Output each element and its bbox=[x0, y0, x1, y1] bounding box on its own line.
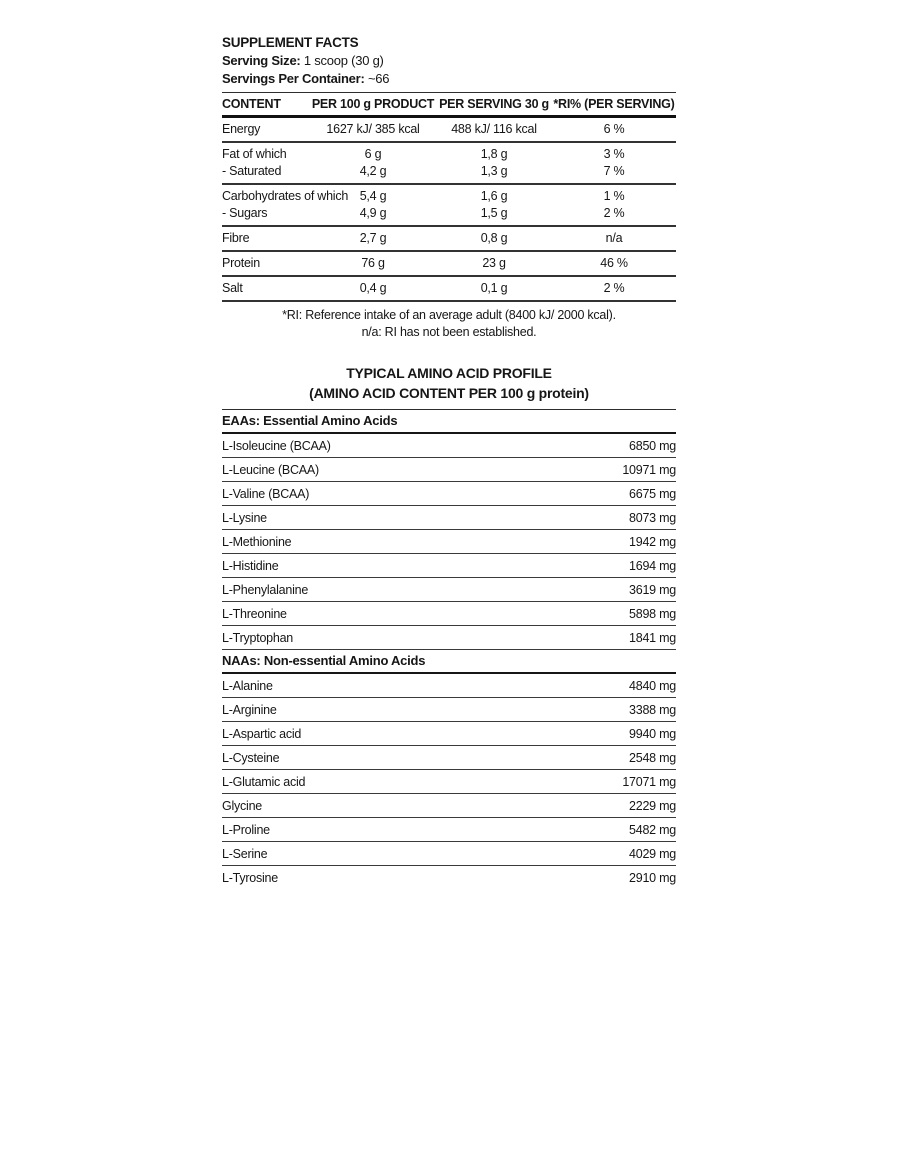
table-line bbox=[222, 121, 676, 138]
amino-name: Glycine bbox=[222, 799, 263, 813]
serving-size-line bbox=[222, 52, 676, 70]
amino-name: L-Glutamic acid bbox=[222, 775, 306, 789]
amino-section-header: NAAs: Non-essential Amino Acids bbox=[222, 650, 676, 674]
table-row-carbohydrates bbox=[222, 185, 676, 227]
amino-amount: 3619 mg bbox=[629, 583, 676, 597]
table-line bbox=[222, 230, 676, 247]
amino-row bbox=[222, 482, 676, 506]
table-line bbox=[222, 280, 676, 297]
amino-section-essential bbox=[222, 409, 676, 650]
amino-profile-table bbox=[222, 409, 676, 889]
footnote-na: n/a: RI has not been established. bbox=[361, 325, 537, 339]
amino-row bbox=[222, 554, 676, 578]
ri-value: 2 % bbox=[603, 206, 625, 220]
amino-amount: 10971 mg bbox=[622, 463, 676, 477]
table-line bbox=[222, 255, 676, 272]
amino-section-header: EAAs: Essential Amino Acids bbox=[222, 409, 676, 434]
amino-row bbox=[222, 746, 676, 770]
per-100g-value: 5,4 g bbox=[359, 189, 387, 203]
amino-row bbox=[222, 722, 676, 746]
ri-value: n/a bbox=[605, 231, 623, 245]
supplement-facts-table bbox=[222, 92, 676, 302]
amino-profile-title-line1: TYPICAL AMINO ACID PROFILE bbox=[346, 365, 552, 381]
ri-value: 1 % bbox=[603, 189, 625, 203]
amino-amount: 4029 mg bbox=[629, 847, 676, 861]
amino-amount: 9940 mg bbox=[629, 727, 676, 741]
per-100g-value: 4,9 g bbox=[359, 206, 387, 220]
nutrient-name: - Saturated bbox=[222, 164, 282, 178]
amino-row bbox=[222, 674, 676, 698]
per-serving-value: 1,5 g bbox=[480, 206, 508, 220]
amino-name: L-Lysine bbox=[222, 511, 267, 525]
per-100g-value: 1627 kJ/ 385 kcal bbox=[326, 122, 420, 136]
column-header-per-serving: PER SERVING 30 g bbox=[439, 97, 549, 111]
per-serving-value: 1,6 g bbox=[480, 189, 508, 203]
amino-row bbox=[222, 602, 676, 626]
amino-name: L-Isoleucine (BCAA) bbox=[222, 439, 331, 453]
amino-amount: 1694 mg bbox=[629, 559, 676, 573]
table-row-energy bbox=[222, 118, 676, 143]
nutrient-name: Fibre bbox=[222, 231, 250, 245]
table-line bbox=[222, 146, 676, 163]
supplement-label bbox=[222, 34, 676, 889]
amino-row bbox=[222, 842, 676, 866]
amino-row bbox=[222, 818, 676, 842]
ri-value: 2 % bbox=[603, 281, 625, 295]
amino-profile-title-line2: (AMINO ACID CONTENT PER 100 g protein) bbox=[309, 385, 589, 401]
column-header-per-100g: PER 100 g PRODUCT bbox=[311, 97, 435, 111]
amino-name: L-Phenylalanine bbox=[222, 583, 309, 597]
per-serving-value: 0,8 g bbox=[480, 231, 508, 245]
amino-amount: 2229 mg bbox=[629, 799, 676, 813]
ri-value: 7 % bbox=[603, 164, 625, 178]
amino-row bbox=[222, 698, 676, 722]
amino-name: L-Proline bbox=[222, 823, 270, 837]
nutrient-name: Carbohydrates of which bbox=[222, 189, 349, 203]
amino-name: L-Methionine bbox=[222, 535, 292, 549]
per-100g-value: 0,4 g bbox=[359, 281, 387, 295]
amino-name: L-Serine bbox=[222, 847, 268, 861]
table-row-fat bbox=[222, 143, 676, 185]
nutrient-name: Protein bbox=[222, 256, 260, 270]
table-row-fibre bbox=[222, 227, 676, 252]
per-100g-value: 6 g bbox=[364, 147, 382, 161]
amino-name: L-Histidine bbox=[222, 559, 279, 573]
amino-row bbox=[222, 578, 676, 602]
amino-amount: 2548 mg bbox=[629, 751, 676, 765]
supplement-facts-title: SUPPLEMENT FACTS bbox=[222, 35, 359, 50]
amino-row bbox=[222, 506, 676, 530]
amino-amount: 8073 mg bbox=[629, 511, 676, 525]
column-header-content: CONTENT bbox=[222, 97, 281, 111]
amino-row bbox=[222, 626, 676, 650]
column-header-ri-percent: *RI% (PER SERVING) bbox=[553, 97, 675, 111]
amino-amount: 4840 mg bbox=[629, 679, 676, 693]
serving-size-value: 1 scoop (30 g) bbox=[303, 53, 384, 68]
per-serving-value: 23 g bbox=[482, 256, 506, 270]
footnotes bbox=[222, 307, 676, 341]
nutrient-name: Energy bbox=[222, 122, 261, 136]
nutrient-name: Salt bbox=[222, 281, 243, 295]
amino-row bbox=[222, 866, 676, 889]
amino-name: L-Arginine bbox=[222, 703, 277, 717]
servings-per-container-line bbox=[222, 70, 676, 88]
amino-row bbox=[222, 770, 676, 794]
servings-per-container-value: ~66 bbox=[367, 71, 390, 86]
amino-name: L-Threonine bbox=[222, 607, 287, 621]
amino-name: L-Leucine (BCAA) bbox=[222, 463, 319, 477]
table-row-protein bbox=[222, 252, 676, 277]
amino-name: L-Valine (BCAA) bbox=[222, 487, 310, 501]
amino-amount: 1942 mg bbox=[629, 535, 676, 549]
ri-value: 46 % bbox=[600, 256, 628, 270]
table-header-row bbox=[222, 93, 676, 118]
amino-amount: 3388 mg bbox=[629, 703, 676, 717]
amino-section-nonessential bbox=[222, 650, 676, 889]
amino-amount: 17071 mg bbox=[622, 775, 676, 789]
per-serving-value: 0,1 g bbox=[480, 281, 508, 295]
amino-row bbox=[222, 434, 676, 458]
amino-profile-title bbox=[222, 363, 676, 403]
amino-amount: 5482 mg bbox=[629, 823, 676, 837]
serving-size-label: Serving Size: bbox=[222, 53, 301, 68]
amino-amount: 6850 mg bbox=[629, 439, 676, 453]
nutrient-name: Fat of which bbox=[222, 147, 287, 161]
amino-row bbox=[222, 794, 676, 818]
servings-per-container-label: Servings Per Container: bbox=[222, 71, 365, 86]
per-serving-value: 488 kJ/ 116 kcal bbox=[451, 122, 537, 136]
amino-row bbox=[222, 458, 676, 482]
ri-value: 3 % bbox=[603, 147, 625, 161]
table-line bbox=[222, 205, 676, 222]
amino-name: L-Cysteine bbox=[222, 751, 280, 765]
per-serving-value: 1,8 g bbox=[480, 147, 508, 161]
amino-amount: 2910 mg bbox=[629, 871, 676, 885]
amino-row bbox=[222, 530, 676, 554]
amino-amount: 1841 mg bbox=[629, 631, 676, 645]
amino-name: L-Alanine bbox=[222, 679, 273, 693]
table-row-salt bbox=[222, 277, 676, 302]
amino-name: L-Aspartic acid bbox=[222, 727, 302, 741]
amino-name: L-Tyrosine bbox=[222, 871, 278, 885]
per-100g-value: 76 g bbox=[361, 256, 385, 270]
ri-value: 6 % bbox=[603, 122, 625, 136]
amino-amount: 6675 mg bbox=[629, 487, 676, 501]
per-100g-value: 2,7 g bbox=[359, 231, 387, 245]
table-line bbox=[222, 163, 676, 180]
per-serving-value: 1,3 g bbox=[480, 164, 508, 178]
footnote-ri: *RI: Reference intake of an average adult (8400 kJ/ 2000 kcal). bbox=[282, 308, 616, 322]
amino-amount: 5898 mg bbox=[629, 607, 676, 621]
per-100g-value: 4,2 g bbox=[359, 164, 387, 178]
table-line bbox=[222, 188, 676, 205]
nutrient-name: - Sugars bbox=[222, 206, 268, 220]
amino-name: L-Tryptophan bbox=[222, 631, 294, 645]
